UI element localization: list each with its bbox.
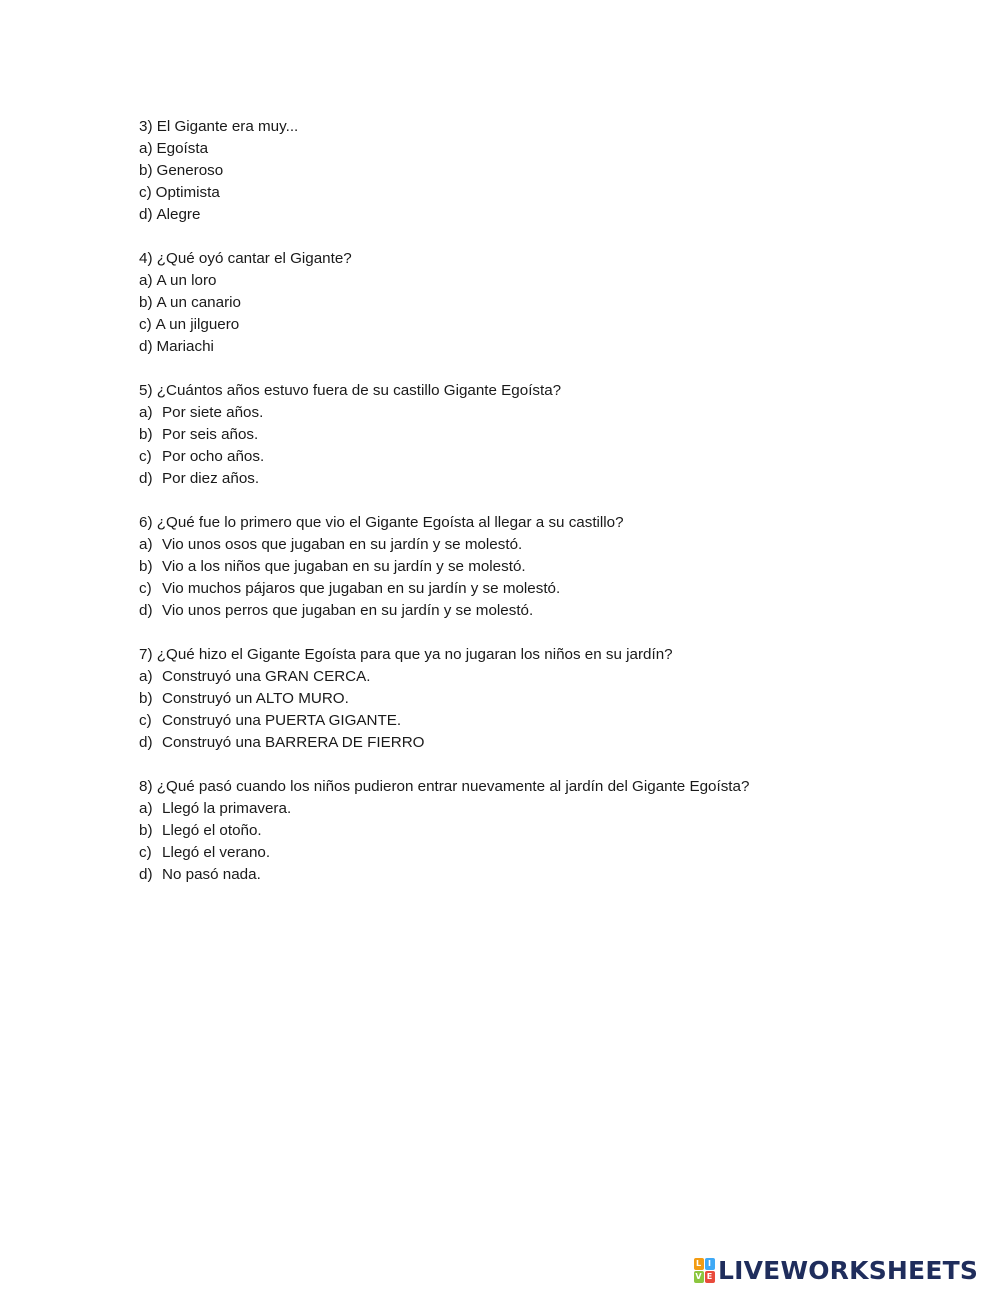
option-text: A un loro <box>156 272 217 289</box>
brand-name: LIVEWORKSHEETS <box>718 1255 979 1285</box>
option-letter: c) <box>139 448 152 465</box>
question-prompt: 7) ¿Qué hizo el Gigante Egoísta para que ya no jugaran los niños en su jardín? <box>139 646 673 663</box>
option-text: Generoso <box>156 162 224 179</box>
option-text: Egoísta <box>156 140 209 157</box>
option-letter: a) <box>139 404 153 421</box>
answer-option <box>139 336 899 358</box>
answer-option <box>139 160 899 182</box>
option-letter: b) <box>139 558 153 575</box>
option-letter: a) <box>139 668 153 685</box>
answer-option <box>139 446 899 468</box>
option-letter: d) <box>139 734 153 751</box>
option-text: A un canario <box>156 294 241 311</box>
answer-option <box>139 534 899 556</box>
option-text: Vio a los niños que jugaban en su jardín y se molestó. <box>162 558 526 575</box>
worksheet <box>139 116 899 908</box>
option-text: Vio unos perros que jugaban en su jardín y se molestó. <box>162 602 534 619</box>
option-letter: d) <box>139 206 153 223</box>
option-text: Construyó un ALTO MURO. <box>162 690 349 707</box>
option-text: Optimista <box>155 184 220 201</box>
answer-option <box>139 402 899 424</box>
liveworksheets-logo-icon <box>693 1257 715 1283</box>
logo-square: E <box>705 1271 715 1283</box>
option-letter: d) <box>139 866 153 883</box>
answer-option <box>139 688 899 710</box>
answer-option <box>139 204 899 226</box>
answer-option <box>139 468 899 490</box>
question-prompt: 3) El Gigante era muy... <box>139 118 299 135</box>
option-letter: c) <box>139 184 152 201</box>
question-prompt: 8) ¿Qué pasó cuando los niños pudieron entrar nuevamente al jardín del Gigante Egoísta? <box>139 778 750 795</box>
question-prompt: 6) ¿Qué fue lo primero que vio el Gigante Egoísta al llegar a su castillo? <box>139 514 624 531</box>
option-letter: d) <box>139 470 153 487</box>
option-letter: b) <box>139 294 153 311</box>
answer-option <box>139 710 899 732</box>
answer-option <box>139 842 899 864</box>
answer-option <box>139 600 899 622</box>
option-letter: b) <box>139 162 153 179</box>
option-letter: c) <box>139 844 152 861</box>
option-letter: c) <box>139 580 152 597</box>
option-letter: b) <box>139 690 153 707</box>
option-text: Construyó una GRAN CERCA. <box>162 668 371 685</box>
option-text: Por seis años. <box>162 426 259 443</box>
option-text: Por ocho años. <box>162 448 265 465</box>
answer-option <box>139 424 899 446</box>
option-letter: d) <box>139 338 153 355</box>
option-text: No pasó nada. <box>162 866 261 883</box>
answer-option <box>139 270 899 292</box>
option-letter: c) <box>139 316 152 333</box>
option-text: Mariachi <box>156 338 214 355</box>
answer-option <box>139 864 899 886</box>
question-block <box>139 644 899 754</box>
option-text: A un jilguero <box>155 316 240 333</box>
option-letter: b) <box>139 822 153 839</box>
option-letter: a) <box>139 536 153 553</box>
question-prompt: 4) ¿Qué oyó cantar el Gigante? <box>139 250 352 267</box>
logo-square: I <box>705 1258 715 1270</box>
answer-option <box>139 556 899 578</box>
option-letter: a) <box>139 272 153 289</box>
option-text: Alegre <box>156 206 201 223</box>
liveworksheets-logo <box>693 1255 978 1285</box>
answer-option <box>139 182 899 204</box>
logo-square: V <box>695 1272 702 1281</box>
option-text: Construyó una BARRERA DE FIERRO <box>162 734 425 751</box>
option-text: Vio muchos pájaros que jugaban en su jardín y se molestó. <box>162 580 561 597</box>
answer-option <box>139 292 899 314</box>
option-text: Llegó la primavera. <box>162 800 292 817</box>
logo-square: L <box>694 1258 704 1270</box>
option-text: Llegó el verano. <box>162 844 271 861</box>
question-block <box>139 248 899 358</box>
option-letter: c) <box>139 712 152 729</box>
option-text: Construyó una PUERTA GIGANTE. <box>162 712 402 729</box>
option-letter: a) <box>139 140 153 157</box>
question-block <box>139 512 899 622</box>
question-prompt: 5) ¿Cuántos años estuvo fuera de su castillo Gigante Egoísta? <box>139 382 562 399</box>
answer-option <box>139 314 899 336</box>
option-text: Por diez años. <box>162 470 260 487</box>
option-letter: a) <box>139 800 153 817</box>
question-block <box>139 380 899 490</box>
answer-option <box>139 798 899 820</box>
option-text: Llegó el otoño. <box>162 822 262 839</box>
question-block <box>139 116 899 226</box>
answer-option <box>139 138 899 160</box>
answer-option <box>139 820 899 842</box>
answer-option <box>139 666 899 688</box>
question-block <box>139 776 899 886</box>
option-text: Por siete años. <box>162 404 264 421</box>
answer-option <box>139 732 899 754</box>
option-letter: d) <box>139 602 153 619</box>
option-text: Vio unos osos que jugaban en su jardín y se molestó. <box>162 536 523 553</box>
option-letter: b) <box>139 426 153 443</box>
answer-option <box>139 578 899 600</box>
